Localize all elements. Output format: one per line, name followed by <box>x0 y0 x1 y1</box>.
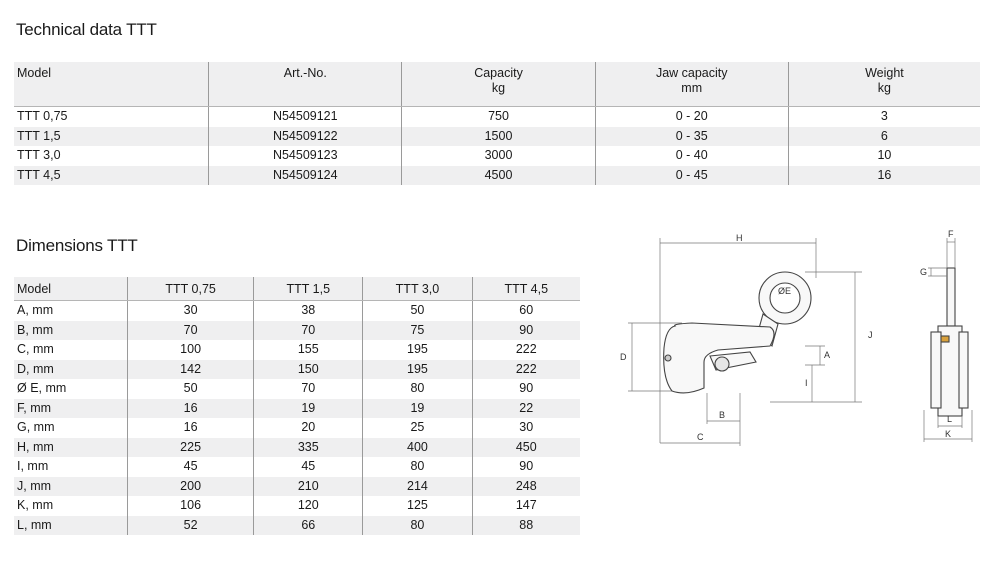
cell-capacity: 750 <box>402 107 595 127</box>
table-row <box>14 146 980 166</box>
cell-dimension-value: 80 <box>363 379 472 399</box>
cell-dimension-value: 335 <box>254 438 363 458</box>
cell-dimension-label: J, mm <box>14 477 128 497</box>
header-line1: Art.-No. <box>283 66 327 80</box>
table-row <box>14 127 980 147</box>
header-ttt-0-75: TTT 0,75 <box>128 277 254 301</box>
cell-dimension-value: 90 <box>472 379 580 399</box>
cell-dimension-value: 66 <box>254 516 363 536</box>
table-row <box>14 477 580 497</box>
cell-jaw-capacity: 0 - 40 <box>595 146 788 166</box>
cell-dimension-value: 19 <box>363 399 472 419</box>
header-line1: Jaw capacity <box>655 66 728 80</box>
header-line2: kg <box>491 81 506 95</box>
cell-dimension-value: 70 <box>128 321 254 341</box>
table-row <box>14 438 580 458</box>
dim-label-a: A <box>824 350 831 360</box>
table-row <box>14 399 580 419</box>
dimensions-title: Dimensions TTT <box>16 236 138 255</box>
cell-dimension-value: 100 <box>128 340 254 360</box>
cell-dimension-value: 120 <box>254 496 363 516</box>
cell-dimension-value: 248 <box>472 477 580 497</box>
cell-dimension-value: 88 <box>472 516 580 536</box>
cell-dimension-value: 106 <box>128 496 254 516</box>
cell-dimension-value: 30 <box>128 301 254 321</box>
cell-dimension-value: 16 <box>128 399 254 419</box>
cell-model: TTT 1,5 <box>14 127 209 147</box>
dim-label-g: G <box>920 267 928 277</box>
dim-label-e: ØE <box>778 286 792 296</box>
cell-dimension-value: 75 <box>363 321 472 341</box>
cell-jaw-capacity: 0 - 20 <box>595 107 788 127</box>
cell-dimension-value: 25 <box>363 418 472 438</box>
cell-dimension-label: H, mm <box>14 438 128 458</box>
cell-dimension-value: 52 <box>128 516 254 536</box>
cell-weight: 6 <box>788 127 980 147</box>
cell-dimension-value: 70 <box>254 321 363 341</box>
cell-dimension-label: I, mm <box>17 459 49 474</box>
header-line1: Capacity <box>474 66 523 80</box>
cell-dimension-label: D, mm <box>14 360 128 380</box>
cell-art-no: N54509123 <box>209 146 402 166</box>
cell-dimension-value: 142 <box>128 360 254 380</box>
header-ttt-3-0: TTT 3,0 <box>363 277 472 301</box>
cell-dimension-value: 19 <box>254 399 363 419</box>
cell-weight: 3 <box>788 107 980 127</box>
dim-label-j: J <box>868 330 873 340</box>
cell-dimension-value: 90 <box>472 321 580 341</box>
cell-capacity: 1500 <box>402 127 595 147</box>
cell-dimension-value: 155 <box>254 340 363 360</box>
table-header-row <box>14 277 580 301</box>
cell-weight: 10 <box>788 146 980 166</box>
dim-label-i: I <box>805 378 808 388</box>
cell-dimension-value: 214 <box>363 477 472 497</box>
table-row <box>14 379 580 399</box>
cell-capacity: 4500 <box>402 166 595 186</box>
cell-dimension-value: 70 <box>254 379 363 399</box>
cell-dimension-value: 195 <box>363 340 472 360</box>
table-row <box>14 418 580 438</box>
cell-dimension-value: 222 <box>472 340 580 360</box>
header-ttt-4-5: TTT 4,5 <box>472 277 580 301</box>
header-capacity <box>402 62 595 107</box>
table-row <box>14 107 980 127</box>
header-model <box>14 62 209 107</box>
cell-dimension-label: Ø E, mm <box>17 381 67 396</box>
header-jaw-capacity <box>595 62 788 107</box>
cell-dimension-value: 147 <box>472 496 580 516</box>
cell-dimension-value: 45 <box>254 457 363 477</box>
cell-dimension-value: 400 <box>363 438 472 458</box>
technical-data-table <box>14 62 980 185</box>
cell-dimension-value: 125 <box>363 496 472 516</box>
cell-jaw-capacity: 0 - 35 <box>595 127 788 147</box>
cell-model: TTT 0,75 <box>17 109 68 124</box>
cell-dimension-value: 200 <box>128 477 254 497</box>
cell-dimension-value: 22 <box>472 399 580 419</box>
dim-label-c: C <box>697 432 704 442</box>
dim-label-f: F <box>948 229 954 239</box>
header-line1: Model <box>17 66 52 80</box>
table-row <box>14 496 580 516</box>
dim-label-h: H <box>736 233 743 243</box>
cell-art-no: N54509124 <box>209 166 402 186</box>
cell-dimension-value: 45 <box>128 457 254 477</box>
dimensions-table <box>14 277 580 535</box>
cell-dimension-value: 210 <box>254 477 363 497</box>
cell-jaw-capacity: 0 - 45 <box>595 166 788 186</box>
table-row <box>14 457 580 477</box>
dim-label-b: B <box>719 410 726 420</box>
cell-art-no: N54509122 <box>209 127 402 147</box>
cell-dimension-label: K, mm <box>17 498 54 513</box>
table-row <box>14 360 580 380</box>
cell-dimension-label: F, mm <box>14 399 128 419</box>
cell-dimension-value: 195 <box>363 360 472 380</box>
cell-weight: 16 <box>788 166 980 186</box>
header-art-no <box>209 62 402 107</box>
table-row <box>14 340 580 360</box>
cell-dimension-value: 150 <box>254 360 363 380</box>
cell-dimension-value: 60 <box>472 301 580 321</box>
table-row <box>14 321 580 341</box>
header-ttt-1-5: TTT 1,5 <box>254 277 363 301</box>
dim-label-k: K <box>945 429 952 439</box>
table-row <box>14 166 980 186</box>
cell-model: TTT 3,0 <box>17 148 61 163</box>
header-line2: mm <box>681 81 703 95</box>
cell-dimension-value: 50 <box>363 301 472 321</box>
header-line2: kg <box>877 81 891 95</box>
dim-label-d: D <box>620 352 627 362</box>
cell-art-no: N54509121 <box>209 107 402 127</box>
cell-capacity: 3000 <box>402 146 595 166</box>
table-header-row <box>14 62 980 107</box>
technical-data-title: Technical data TTT <box>16 20 157 39</box>
table-row <box>14 516 580 536</box>
header-weight <box>788 62 980 107</box>
dim-label-l: L <box>947 414 953 424</box>
cell-dimension-value: 80 <box>363 457 472 477</box>
cell-dimension-label: G, mm <box>17 420 55 435</box>
cell-dimension-value: 80 <box>363 516 472 536</box>
cell-dimension-value: 50 <box>128 379 254 399</box>
header-line1: Weight <box>865 66 904 80</box>
cell-model: TTT 4,5 <box>14 166 209 186</box>
cell-dimension-value: 30 <box>472 418 580 438</box>
header-model: Model <box>14 277 128 301</box>
table-row <box>14 301 580 321</box>
cell-dimension-label: C, mm <box>17 342 54 357</box>
cell-dimension-label: L, mm <box>14 516 128 536</box>
cell-dimension-value: 225 <box>128 438 254 458</box>
cell-dimension-value: 90 <box>472 457 580 477</box>
cell-dimension-value: 450 <box>472 438 580 458</box>
cell-dimension-value: 16 <box>128 418 254 438</box>
cell-dimension-label: A, mm <box>17 303 54 318</box>
cell-dimension-value: 222 <box>472 360 580 380</box>
clamp-dimension-diagram <box>600 228 995 460</box>
cell-dimension-value: 20 <box>254 418 363 438</box>
cell-dimension-label: B, mm <box>14 321 128 341</box>
cell-dimension-value: 38 <box>254 301 363 321</box>
